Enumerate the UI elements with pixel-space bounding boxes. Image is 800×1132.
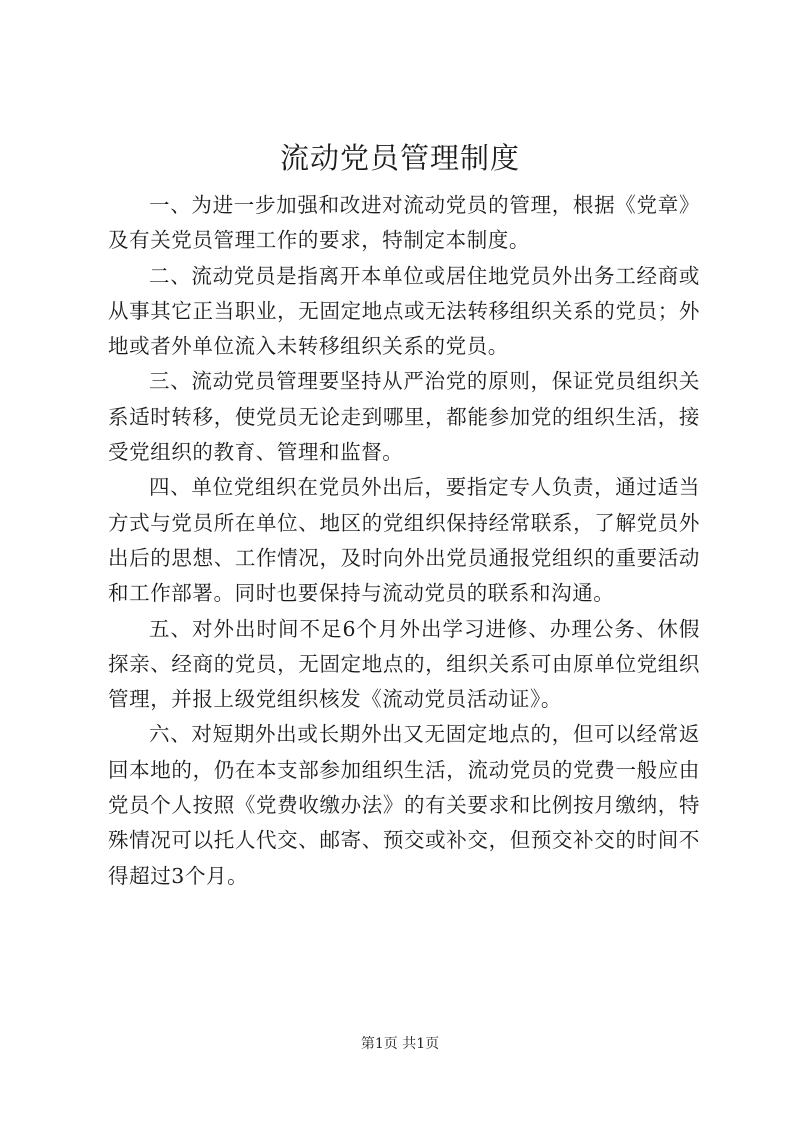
paragraph-3: 三、流动党员管理要坚持从严治党的原则，保证党员组织关系适时转移，使党员无论走到哪里，都能参加党的组织生活，接受党组织的教育、管理和监督。 — [108, 369, 700, 465]
paragraph-4: 四、单位党组织在党员外出后，要指定专人负责，通过适当方式与党员所在单位、地区的党组织保持经常联系，了解党员外出后的思想、工作情况，及时向外出党员通报党组织的重要活动和工作部署。同时也要保持与流动党员的联系和沟通。 — [108, 475, 700, 606]
paragraph-2: 二、流动党员是指离开本单位或居住地党员外出务工经商或从事其它正当职业，无固定地点或无法转移组织关系的党员；外地或者外单位流入未转移组织关系的党员。 — [108, 263, 700, 359]
page-title: 流动党员管理制度 — [279, 141, 520, 175]
paragraph-5: 五、对外出时间不足6个月外出学习进修、办理公务、休假探亲、经商的党员，无固定地点的，组织关系可由原单位党组织管理，并报上级党组织核发《流动党员活动证》。 — [108, 616, 700, 712]
page-footer: 第1页 共1页 — [360, 1036, 440, 1052]
paragraph-1: 一、为进一步加强和改进对流动党员的管理，根据《党章》及有关党员管理工作的要求，特制定本制度。 — [108, 193, 700, 253]
paragraph-6: 六、对短期外出或长期外出又无固定地点的，但可以经常返回本地的，仍在本支部参加组织生活，流动党员的党费一般应由党员个人按照《党费收缴办法》的有关要求和比例按月缴纳，特殊情况可以托人代交、邮寄、预交或补交，但预交补交的时间不得超过3个月。 — [108, 722, 700, 888]
document-body — [108, 188, 700, 894]
